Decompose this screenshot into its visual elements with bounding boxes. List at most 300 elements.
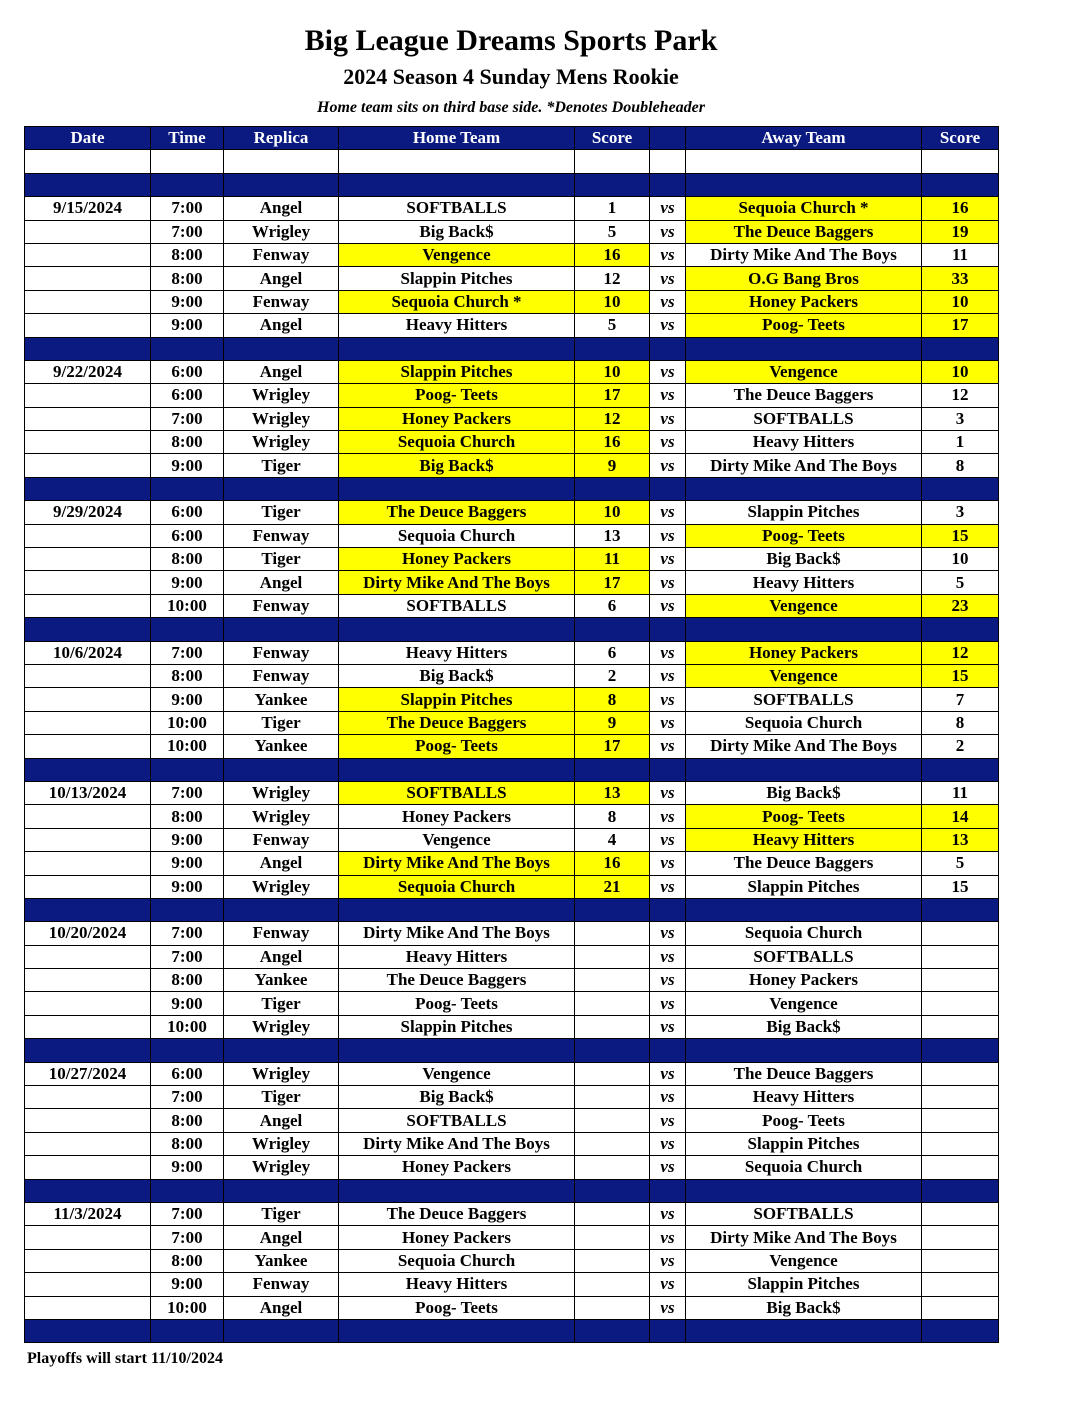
game-time: 8:00 <box>151 1109 224 1132</box>
game-date: 10/20/2024 <box>25 922 151 945</box>
game-time: 7:00 <box>151 922 224 945</box>
home-team: Slappin Pitches <box>339 1015 575 1038</box>
game-time: 10:00 <box>151 735 224 758</box>
away-team: Sequoia Church <box>686 711 922 734</box>
away-team: O.G Bang Bros <box>686 267 922 290</box>
away-score: 10 <box>922 360 999 383</box>
game-date: 11/3/2024 <box>25 1202 151 1225</box>
vs-label: vs <box>650 1249 686 1272</box>
home-score: 6 <box>575 641 650 664</box>
game-row <box>25 969 999 992</box>
game-date <box>25 688 151 711</box>
vs-label: vs <box>650 1202 686 1225</box>
away-score: 11 <box>922 781 999 804</box>
home-score: 13 <box>575 781 650 804</box>
game-date <box>25 220 151 243</box>
game-field: Wrigley <box>224 1062 339 1085</box>
home-team: Big Back$ <box>339 664 575 687</box>
away-team: Heavy Hitters <box>686 431 922 454</box>
game-field: Fenway <box>224 828 339 851</box>
game-row <box>25 501 999 524</box>
home-team: Vengence <box>339 828 575 851</box>
away-team: Heavy Hitters <box>686 1086 922 1109</box>
away-score: 10 <box>922 548 999 571</box>
game-row <box>25 1109 999 1132</box>
separator-cell <box>339 618 575 641</box>
vs-label: vs <box>650 594 686 617</box>
game-field: Angel <box>224 360 339 383</box>
separator-cell <box>151 173 224 196</box>
game-field: Fenway <box>224 1273 339 1296</box>
game-time: 10:00 <box>151 1015 224 1038</box>
home-score: 9 <box>575 711 650 734</box>
separator-cell <box>650 337 686 360</box>
vs-label: vs <box>650 360 686 383</box>
separator-cell <box>339 1179 575 1202</box>
home-team: Big Back$ <box>339 454 575 477</box>
away-team: Poog- Teets <box>686 524 922 547</box>
away-team: Vengence <box>686 1249 922 1272</box>
separator-cell <box>339 898 575 921</box>
vs-label: vs <box>650 711 686 734</box>
away-team: Vengence <box>686 664 922 687</box>
game-time: 7:00 <box>151 220 224 243</box>
game-date <box>25 969 151 992</box>
separator-cell <box>224 337 339 360</box>
home-team: Poog- Teets <box>339 1296 575 1319</box>
vs-label: vs <box>650 735 686 758</box>
away-team: Dirty Mike And The Boys <box>686 1226 922 1249</box>
away-score: 10 <box>922 290 999 313</box>
away-team: SOFTBALLS <box>686 1202 922 1225</box>
game-field: Fenway <box>224 290 339 313</box>
home-score <box>575 922 650 945</box>
game-field: Tiger <box>224 1086 339 1109</box>
home-score: 10 <box>575 290 650 313</box>
away-team: Slappin Pitches <box>686 875 922 898</box>
away-score <box>922 1132 999 1155</box>
separator-cell <box>650 1319 686 1342</box>
game-row <box>25 781 999 804</box>
vs-label: vs <box>650 922 686 945</box>
away-score: 19 <box>922 220 999 243</box>
game-field: Angel <box>224 1296 339 1319</box>
away-score: 33 <box>922 267 999 290</box>
col-header-replica: Replica <box>224 127 339 150</box>
game-field: Fenway <box>224 524 339 547</box>
home-score <box>575 1249 650 1272</box>
game-time: 6:00 <box>151 1062 224 1085</box>
away-score: 8 <box>922 454 999 477</box>
separator-cell <box>224 758 339 781</box>
game-time: 8:00 <box>151 243 224 266</box>
vs-label: vs <box>650 945 686 968</box>
home-score <box>575 945 650 968</box>
game-row <box>25 431 999 454</box>
game-date <box>25 548 151 571</box>
game-date <box>25 407 151 430</box>
separator-cell <box>151 618 224 641</box>
game-row <box>25 1015 999 1038</box>
game-field: Tiger <box>224 501 339 524</box>
game-field: Tiger <box>224 548 339 571</box>
game-row <box>25 360 999 383</box>
game-time: 7:00 <box>151 1202 224 1225</box>
vs-label: vs <box>650 1015 686 1038</box>
away-team: The Deuce Baggers <box>686 220 922 243</box>
separator-cell <box>922 173 999 196</box>
away-team: Slappin Pitches <box>686 1132 922 1155</box>
separator-cell <box>575 337 650 360</box>
game-date <box>25 1132 151 1155</box>
separator-cell <box>650 477 686 500</box>
home-team: Vengence <box>339 1062 575 1085</box>
col-header-home-score: Score <box>575 127 650 150</box>
separator-cell <box>922 758 999 781</box>
separator-cell <box>650 1039 686 1062</box>
game-time: 7:00 <box>151 945 224 968</box>
home-team: Big Back$ <box>339 220 575 243</box>
week-separator-row <box>25 337 999 360</box>
separator-cell <box>339 337 575 360</box>
game-time: 8:00 <box>151 1132 224 1155</box>
game-time: 8:00 <box>151 548 224 571</box>
separator-cell <box>224 618 339 641</box>
blank-row <box>25 150 999 173</box>
game-time: 9:00 <box>151 314 224 337</box>
game-time: 7:00 <box>151 1086 224 1109</box>
game-field: Yankee <box>224 1249 339 1272</box>
blank-cell <box>25 150 151 173</box>
home-score: 6 <box>575 594 650 617</box>
game-time: 8:00 <box>151 267 224 290</box>
separator-cell <box>339 477 575 500</box>
separator-cell <box>686 1039 922 1062</box>
vs-label: vs <box>650 267 686 290</box>
vs-label: vs <box>650 969 686 992</box>
game-time: 9:00 <box>151 454 224 477</box>
away-score: 5 <box>922 852 999 875</box>
separator-cell <box>575 1179 650 1202</box>
home-score: 12 <box>575 267 650 290</box>
game-date: 10/13/2024 <box>25 781 151 804</box>
game-time: 7:00 <box>151 1226 224 1249</box>
game-field: Angel <box>224 571 339 594</box>
vs-label: vs <box>650 1109 686 1132</box>
away-score: 8 <box>922 711 999 734</box>
away-score: 11 <box>922 243 999 266</box>
game-row <box>25 1296 999 1319</box>
away-score: 16 <box>922 197 999 220</box>
home-team: Honey Packers <box>339 548 575 571</box>
home-team: The Deuce Baggers <box>339 711 575 734</box>
week-separator-row <box>25 1179 999 1202</box>
home-team: The Deuce Baggers <box>339 501 575 524</box>
away-team: Big Back$ <box>686 1015 922 1038</box>
game-date <box>25 828 151 851</box>
vs-label: vs <box>650 571 686 594</box>
header-row <box>25 127 999 150</box>
game-time: 8:00 <box>151 1249 224 1272</box>
vs-label: vs <box>650 992 686 1015</box>
blank-cell <box>151 150 224 173</box>
home-score: 10 <box>575 360 650 383</box>
separator-cell <box>575 618 650 641</box>
home-team: SOFTBALLS <box>339 781 575 804</box>
away-team: Heavy Hitters <box>686 571 922 594</box>
week-separator-row <box>25 1039 999 1062</box>
away-score <box>922 945 999 968</box>
separator-cell <box>339 173 575 196</box>
game-field: Tiger <box>224 454 339 477</box>
away-score <box>922 1296 999 1319</box>
game-row <box>25 1062 999 1085</box>
game-date <box>25 1015 151 1038</box>
col-header-away-team: Away Team <box>686 127 922 150</box>
game-row <box>25 314 999 337</box>
schedule-note: Home team sits on third base side. *Denotes Doubleheader <box>317 99 705 116</box>
home-score: 5 <box>575 314 650 337</box>
separator-cell <box>151 477 224 500</box>
col-header-vs <box>650 127 686 150</box>
away-team: Vengence <box>686 992 922 1015</box>
away-team: The Deuce Baggers <box>686 1062 922 1085</box>
separator-cell <box>151 1319 224 1342</box>
col-header-away-score: Score <box>922 127 999 150</box>
home-team: Honey Packers <box>339 805 575 828</box>
game-row <box>25 594 999 617</box>
away-team: Sequoia Church <box>686 1156 922 1179</box>
separator-cell <box>25 337 151 360</box>
home-score: 17 <box>575 735 650 758</box>
game-time: 8:00 <box>151 431 224 454</box>
home-score: 11 <box>575 548 650 571</box>
vs-label: vs <box>650 688 686 711</box>
away-team: Dirty Mike And The Boys <box>686 454 922 477</box>
separator-cell <box>575 758 650 781</box>
game-row <box>25 243 999 266</box>
page-subtitle: 2024 Season 4 Sunday Mens Rookie <box>343 64 679 89</box>
game-field: Angel <box>224 1226 339 1249</box>
separator-cell <box>339 1319 575 1342</box>
away-score <box>922 1226 999 1249</box>
vs-label: vs <box>650 852 686 875</box>
separator-cell <box>575 898 650 921</box>
game-date <box>25 267 151 290</box>
game-time: 8:00 <box>151 969 224 992</box>
separator-cell <box>650 898 686 921</box>
home-team: Sequoia Church <box>339 1249 575 1272</box>
game-field: Wrigley <box>224 875 339 898</box>
game-field: Tiger <box>224 711 339 734</box>
separator-cell <box>224 1319 339 1342</box>
game-row <box>25 384 999 407</box>
separator-cell <box>922 337 999 360</box>
vs-label: vs <box>650 1296 686 1319</box>
game-row <box>25 407 999 430</box>
game-date: 9/22/2024 <box>25 360 151 383</box>
vs-label: vs <box>650 290 686 313</box>
away-score: 2 <box>922 735 999 758</box>
away-team: Vengence <box>686 360 922 383</box>
separator-cell <box>575 173 650 196</box>
away-team: The Deuce Baggers <box>686 384 922 407</box>
game-date <box>25 243 151 266</box>
home-team: Sequoia Church <box>339 875 575 898</box>
game-field: Wrigley <box>224 781 339 804</box>
away-score <box>922 969 999 992</box>
game-time: 9:00 <box>151 852 224 875</box>
home-team: Poog- Teets <box>339 735 575 758</box>
game-row <box>25 1086 999 1109</box>
home-team: Slappin Pitches <box>339 688 575 711</box>
game-row <box>25 828 999 851</box>
week-separator-row <box>25 1319 999 1342</box>
game-row <box>25 571 999 594</box>
game-row <box>25 805 999 828</box>
home-score <box>575 1015 650 1038</box>
separator-cell <box>339 1039 575 1062</box>
home-team: Poog- Teets <box>339 992 575 1015</box>
game-row <box>25 1202 999 1225</box>
game-field: Yankee <box>224 969 339 992</box>
home-score: 4 <box>575 828 650 851</box>
vs-label: vs <box>650 1132 686 1155</box>
game-date <box>25 571 151 594</box>
vs-label: vs <box>650 875 686 898</box>
away-score: 15 <box>922 664 999 687</box>
home-team: Dirty Mike And The Boys <box>339 852 575 875</box>
vs-label: vs <box>650 524 686 547</box>
vs-label: vs <box>650 384 686 407</box>
vs-label: vs <box>650 431 686 454</box>
home-score: 17 <box>575 571 650 594</box>
separator-cell <box>25 477 151 500</box>
away-team: Honey Packers <box>686 641 922 664</box>
vs-label: vs <box>650 641 686 664</box>
home-score: 17 <box>575 384 650 407</box>
game-date <box>25 875 151 898</box>
away-score <box>922 1086 999 1109</box>
game-field: Angel <box>224 945 339 968</box>
home-team: The Deuce Baggers <box>339 969 575 992</box>
home-score <box>575 1132 650 1155</box>
game-time: 6:00 <box>151 384 224 407</box>
home-team: The Deuce Baggers <box>339 1202 575 1225</box>
home-score <box>575 1296 650 1319</box>
home-score: 16 <box>575 431 650 454</box>
home-team: Vengence <box>339 243 575 266</box>
home-team: SOFTBALLS <box>339 1109 575 1132</box>
separator-cell <box>151 337 224 360</box>
game-date <box>25 1109 151 1132</box>
vs-label: vs <box>650 1086 686 1109</box>
vs-label: vs <box>650 407 686 430</box>
game-field: Fenway <box>224 594 339 617</box>
home-team: SOFTBALLS <box>339 594 575 617</box>
separator-cell <box>922 898 999 921</box>
separator-cell <box>575 1319 650 1342</box>
game-date <box>25 290 151 313</box>
game-time: 9:00 <box>151 828 224 851</box>
game-field: Wrigley <box>224 384 339 407</box>
separator-cell <box>686 1179 922 1202</box>
home-score: 5 <box>575 220 650 243</box>
home-score <box>575 969 650 992</box>
separator-cell <box>25 758 151 781</box>
game-date <box>25 524 151 547</box>
game-date <box>25 314 151 337</box>
home-team: Dirty Mike And The Boys <box>339 922 575 945</box>
game-row <box>25 735 999 758</box>
game-date <box>25 1086 151 1109</box>
game-date <box>25 805 151 828</box>
blank-cell <box>922 150 999 173</box>
home-team: Sequoia Church <box>339 431 575 454</box>
game-date: 9/29/2024 <box>25 501 151 524</box>
vs-label: vs <box>650 805 686 828</box>
home-score: 1 <box>575 197 650 220</box>
playoffs-note: Playoffs will start 11/10/2024 <box>27 1350 223 1367</box>
game-row <box>25 641 999 664</box>
home-score <box>575 1202 650 1225</box>
vs-label: vs <box>650 197 686 220</box>
home-score: 16 <box>575 852 650 875</box>
game-row <box>25 1249 999 1272</box>
separator-cell <box>922 1179 999 1202</box>
game-field: Wrigley <box>224 805 339 828</box>
game-field: Angel <box>224 267 339 290</box>
away-score <box>922 1015 999 1038</box>
home-team: Slappin Pitches <box>339 360 575 383</box>
away-team: Poog- Teets <box>686 314 922 337</box>
away-score: 12 <box>922 641 999 664</box>
separator-cell <box>25 618 151 641</box>
col-header-date: Date <box>25 127 151 150</box>
vs-label: vs <box>650 314 686 337</box>
away-score: 3 <box>922 501 999 524</box>
game-field: Angel <box>224 852 339 875</box>
away-team: Big Back$ <box>686 1296 922 1319</box>
away-score <box>922 1156 999 1179</box>
home-score <box>575 1086 650 1109</box>
blank-cell <box>686 150 922 173</box>
home-team: Slappin Pitches <box>339 267 575 290</box>
away-score <box>922 1273 999 1296</box>
separator-cell <box>575 1039 650 1062</box>
game-time: 6:00 <box>151 524 224 547</box>
vs-label: vs <box>650 1062 686 1085</box>
away-score <box>922 1202 999 1225</box>
home-team: Heavy Hitters <box>339 314 575 337</box>
game-field: Angel <box>224 314 339 337</box>
separator-cell <box>25 1319 151 1342</box>
game-field: Wrigley <box>224 1132 339 1155</box>
away-score <box>922 1249 999 1272</box>
game-time: 9:00 <box>151 875 224 898</box>
game-time: 7:00 <box>151 197 224 220</box>
game-row <box>25 688 999 711</box>
game-row <box>25 852 999 875</box>
blank-cell <box>650 150 686 173</box>
vs-label: vs <box>650 1226 686 1249</box>
vs-label: vs <box>650 243 686 266</box>
game-time: 9:00 <box>151 688 224 711</box>
game-row <box>25 548 999 571</box>
away-team: SOFTBALLS <box>686 407 922 430</box>
away-score: 1 <box>922 431 999 454</box>
separator-cell <box>25 1179 151 1202</box>
